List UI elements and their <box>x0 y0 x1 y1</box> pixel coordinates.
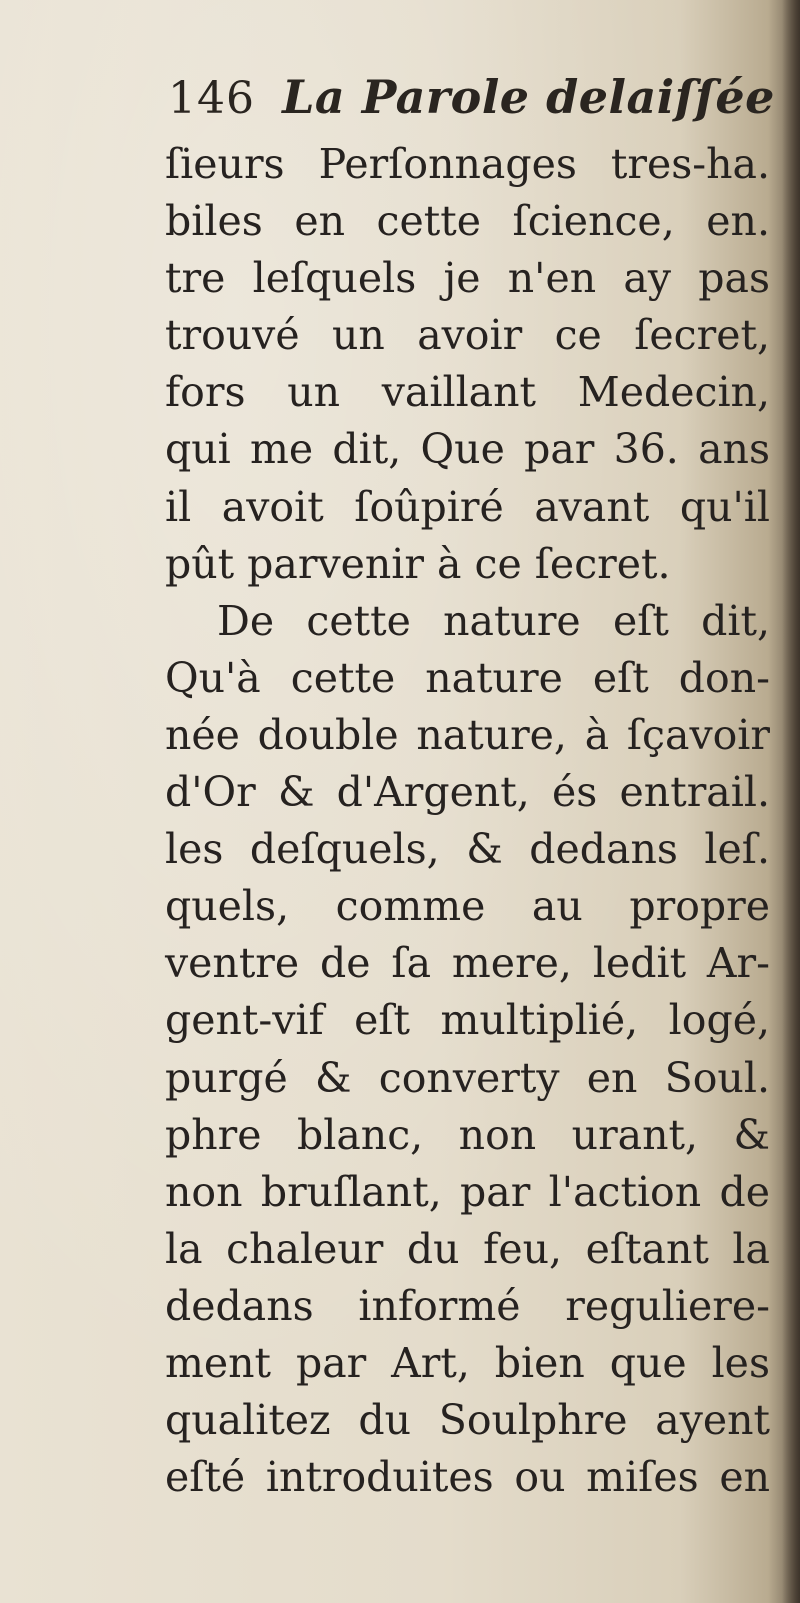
text-line: dedans informé reguliere- <box>165 1281 770 1330</box>
text-line: gent-vif eſt multiplié, logé, <box>165 996 770 1045</box>
text-line: quels, comme au propre <box>165 882 770 931</box>
running-title: La Parole delaiſſée <box>282 70 775 124</box>
text-line: purgé & converty en Soul. <box>165 1053 770 1102</box>
page-header <box>168 70 775 140</box>
text-line: pût parvenir à ce ſecret. <box>165 539 671 588</box>
text-line: eſté introduites ou miſes en <box>165 1453 770 1502</box>
text-line: trouvé un avoir ce ſecret, <box>165 311 770 360</box>
text-line: la chaleur du feu, eſtant la <box>165 1224 770 1273</box>
text-line: biles en cette ſcience, en. <box>165 197 770 246</box>
text-line: Qu'à cette nature eſt don- <box>165 653 770 702</box>
text-line: ſieurs Perſonnages tres-ha. <box>165 140 770 188</box>
text-line: les deſquels, & dedans leſ. <box>165 825 770 874</box>
text-line: phre blanc, non urant, & <box>165 1110 770 1159</box>
page-binding-edge <box>782 0 800 1603</box>
text-line: il avoit ſoûpiré avant qu'il <box>165 482 770 531</box>
text-line: née double nature, à ſçavoir <box>165 710 770 759</box>
page-number: 146 <box>168 73 255 124</box>
text-line: tre leſquels je n'en ay pas <box>165 254 770 303</box>
text-line: d'Or & d'Argent, és entrail. <box>165 768 770 817</box>
body-text <box>165 136 770 1506</box>
text-line: qualitez du Soulphre ayent <box>165 1396 770 1445</box>
text-line: De cette nature eſt dit, <box>217 596 770 645</box>
text-line: ment par Art, bien que les <box>165 1338 770 1387</box>
text-line: non bruſlant, par l'action de <box>165 1167 770 1216</box>
text-line: ventre de ſa mere, ledit Ar- <box>165 939 770 988</box>
text-line: qui me dit, Que par 36. ans <box>165 425 770 474</box>
text-line: fors un vaillant Medecin, <box>165 368 770 417</box>
